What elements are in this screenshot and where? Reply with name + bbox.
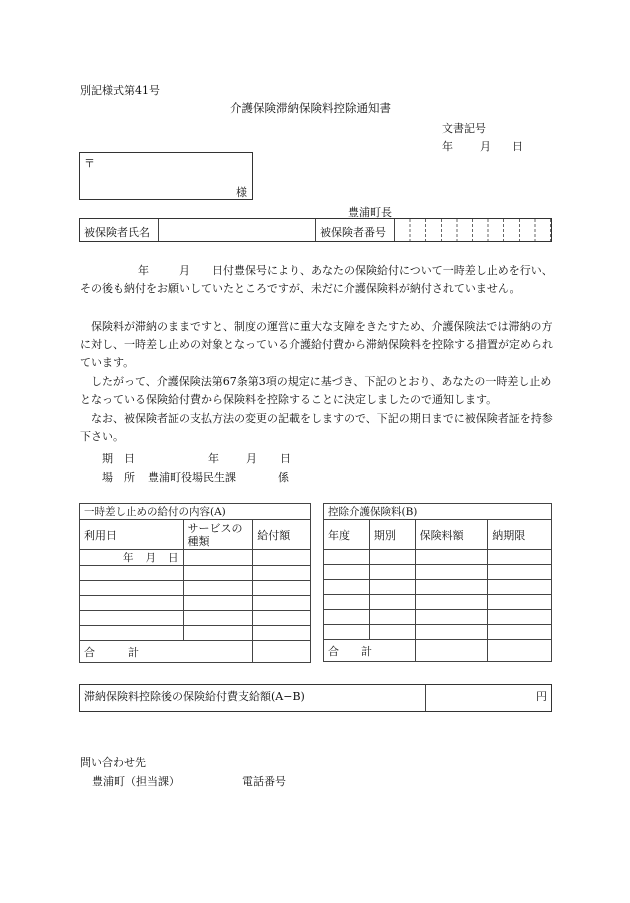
p1-year: 年	[138, 264, 149, 277]
net-payment-label: 滞納保険料控除後の保険給付費支給額(A−B)	[84, 690, 305, 703]
appointment-place-value: 豊浦町役場民生課	[148, 471, 236, 484]
issuer: 豊浦町長	[348, 206, 392, 219]
insured-row	[79, 218, 552, 242]
table-row	[80, 566, 311, 581]
table-b-col-year: 年度	[324, 520, 370, 550]
date-line	[442, 138, 552, 154]
paragraph-4: なお、被保険者証の支払方法の変更の記載をしますので、下記の期日までに被保険者証を持参下さい。	[80, 412, 553, 443]
table-b	[323, 503, 552, 662]
appointment-place-label: 場 所	[102, 471, 135, 484]
table-b-col-premium: 保険料額	[415, 520, 488, 550]
table-row	[324, 610, 552, 625]
table-a	[79, 503, 311, 663]
form-number: 別記様式第41号	[80, 84, 160, 97]
contact-title: 問い合わせ先	[80, 756, 146, 769]
date-month: 月	[480, 140, 491, 153]
table-row	[324, 580, 552, 595]
insured-number-label: 被保険者番号	[320, 226, 386, 239]
date-year: 年	[442, 140, 453, 153]
table-a-col-amount: 給付額	[253, 520, 311, 550]
divider	[425, 685, 426, 711]
table-row	[80, 596, 311, 611]
unit-month: 月	[145, 552, 157, 564]
date-day: 日	[512, 140, 523, 153]
p1-text: 日付豊保号により、あなたの保険給付について一時差し止めを行い、その後も納付をお願いしていたところですが、未だに介護保険料が納付されていません。	[80, 264, 553, 295]
table-row	[80, 611, 311, 626]
net-payment-unit: 円	[536, 690, 547, 703]
table-row	[324, 550, 552, 565]
table-b-col-period: 期別	[369, 520, 415, 550]
insured-number-cells	[395, 219, 551, 241]
table-a-col-date: 利用日	[80, 520, 184, 550]
honorific: 様	[236, 186, 247, 199]
table-b-col-deadline: 納期限	[488, 520, 552, 550]
table-a-title: 一時差し止めの給付の内容(A)	[80, 504, 311, 520]
divider	[315, 219, 316, 241]
document-title: 介護保険滞納保険料控除通知書	[230, 101, 391, 115]
paragraph-1	[80, 262, 556, 298]
contact-phone-label: 電話番号	[242, 775, 286, 788]
table-row	[324, 625, 552, 640]
table-row	[80, 550, 311, 566]
appointment-year: 年	[208, 452, 219, 465]
table-a-total-label: 合 計	[80, 641, 253, 663]
net-payment-box	[79, 684, 552, 712]
appointment-month: 月	[246, 452, 257, 465]
appointment-place-line	[102, 469, 302, 485]
appointment-day: 日	[280, 452, 291, 465]
unit-year: 年	[123, 552, 134, 564]
table-b-total-label: 合 計	[324, 640, 416, 662]
table-row	[324, 595, 552, 610]
address-box	[79, 152, 253, 200]
insured-name-label: 被保険者氏名	[84, 226, 150, 239]
table-row	[80, 581, 311, 596]
table-a-date-units	[80, 550, 184, 566]
p1-month: 月	[179, 264, 190, 277]
table-b-title: 控除介護保険料(B)	[324, 504, 552, 520]
appointment-date-line	[102, 450, 302, 466]
table-a-col-service: サービスの種類	[183, 520, 253, 550]
table-row	[324, 565, 552, 580]
unit-day: 日	[168, 552, 179, 564]
doc-number-label: 文書記号	[442, 122, 486, 135]
contact-office: 豊浦町（担当課）	[92, 775, 180, 788]
postal-mark: 〒	[84, 157, 95, 170]
table-row	[80, 626, 311, 641]
paragraph-2: 保険料が滞納のままですと、制度の運営に重大な支障をきたすため、介護保険法では滞納の方に対し、一時差し止めの対象となっている介護給付費から滞納保険料を控除する措置が定められています。	[80, 320, 553, 369]
appointment-place-suffix: 係	[278, 471, 289, 484]
appointment-date-label: 期 日	[102, 452, 135, 465]
paragraph-3: したがって、介護保険法第67条第3項の規定に基づき、下記のとおり、あなたの一時差し止めとなっている保険給付費から保険料を控除することに決定しましたので通知します。	[80, 375, 552, 406]
divider	[158, 219, 159, 241]
